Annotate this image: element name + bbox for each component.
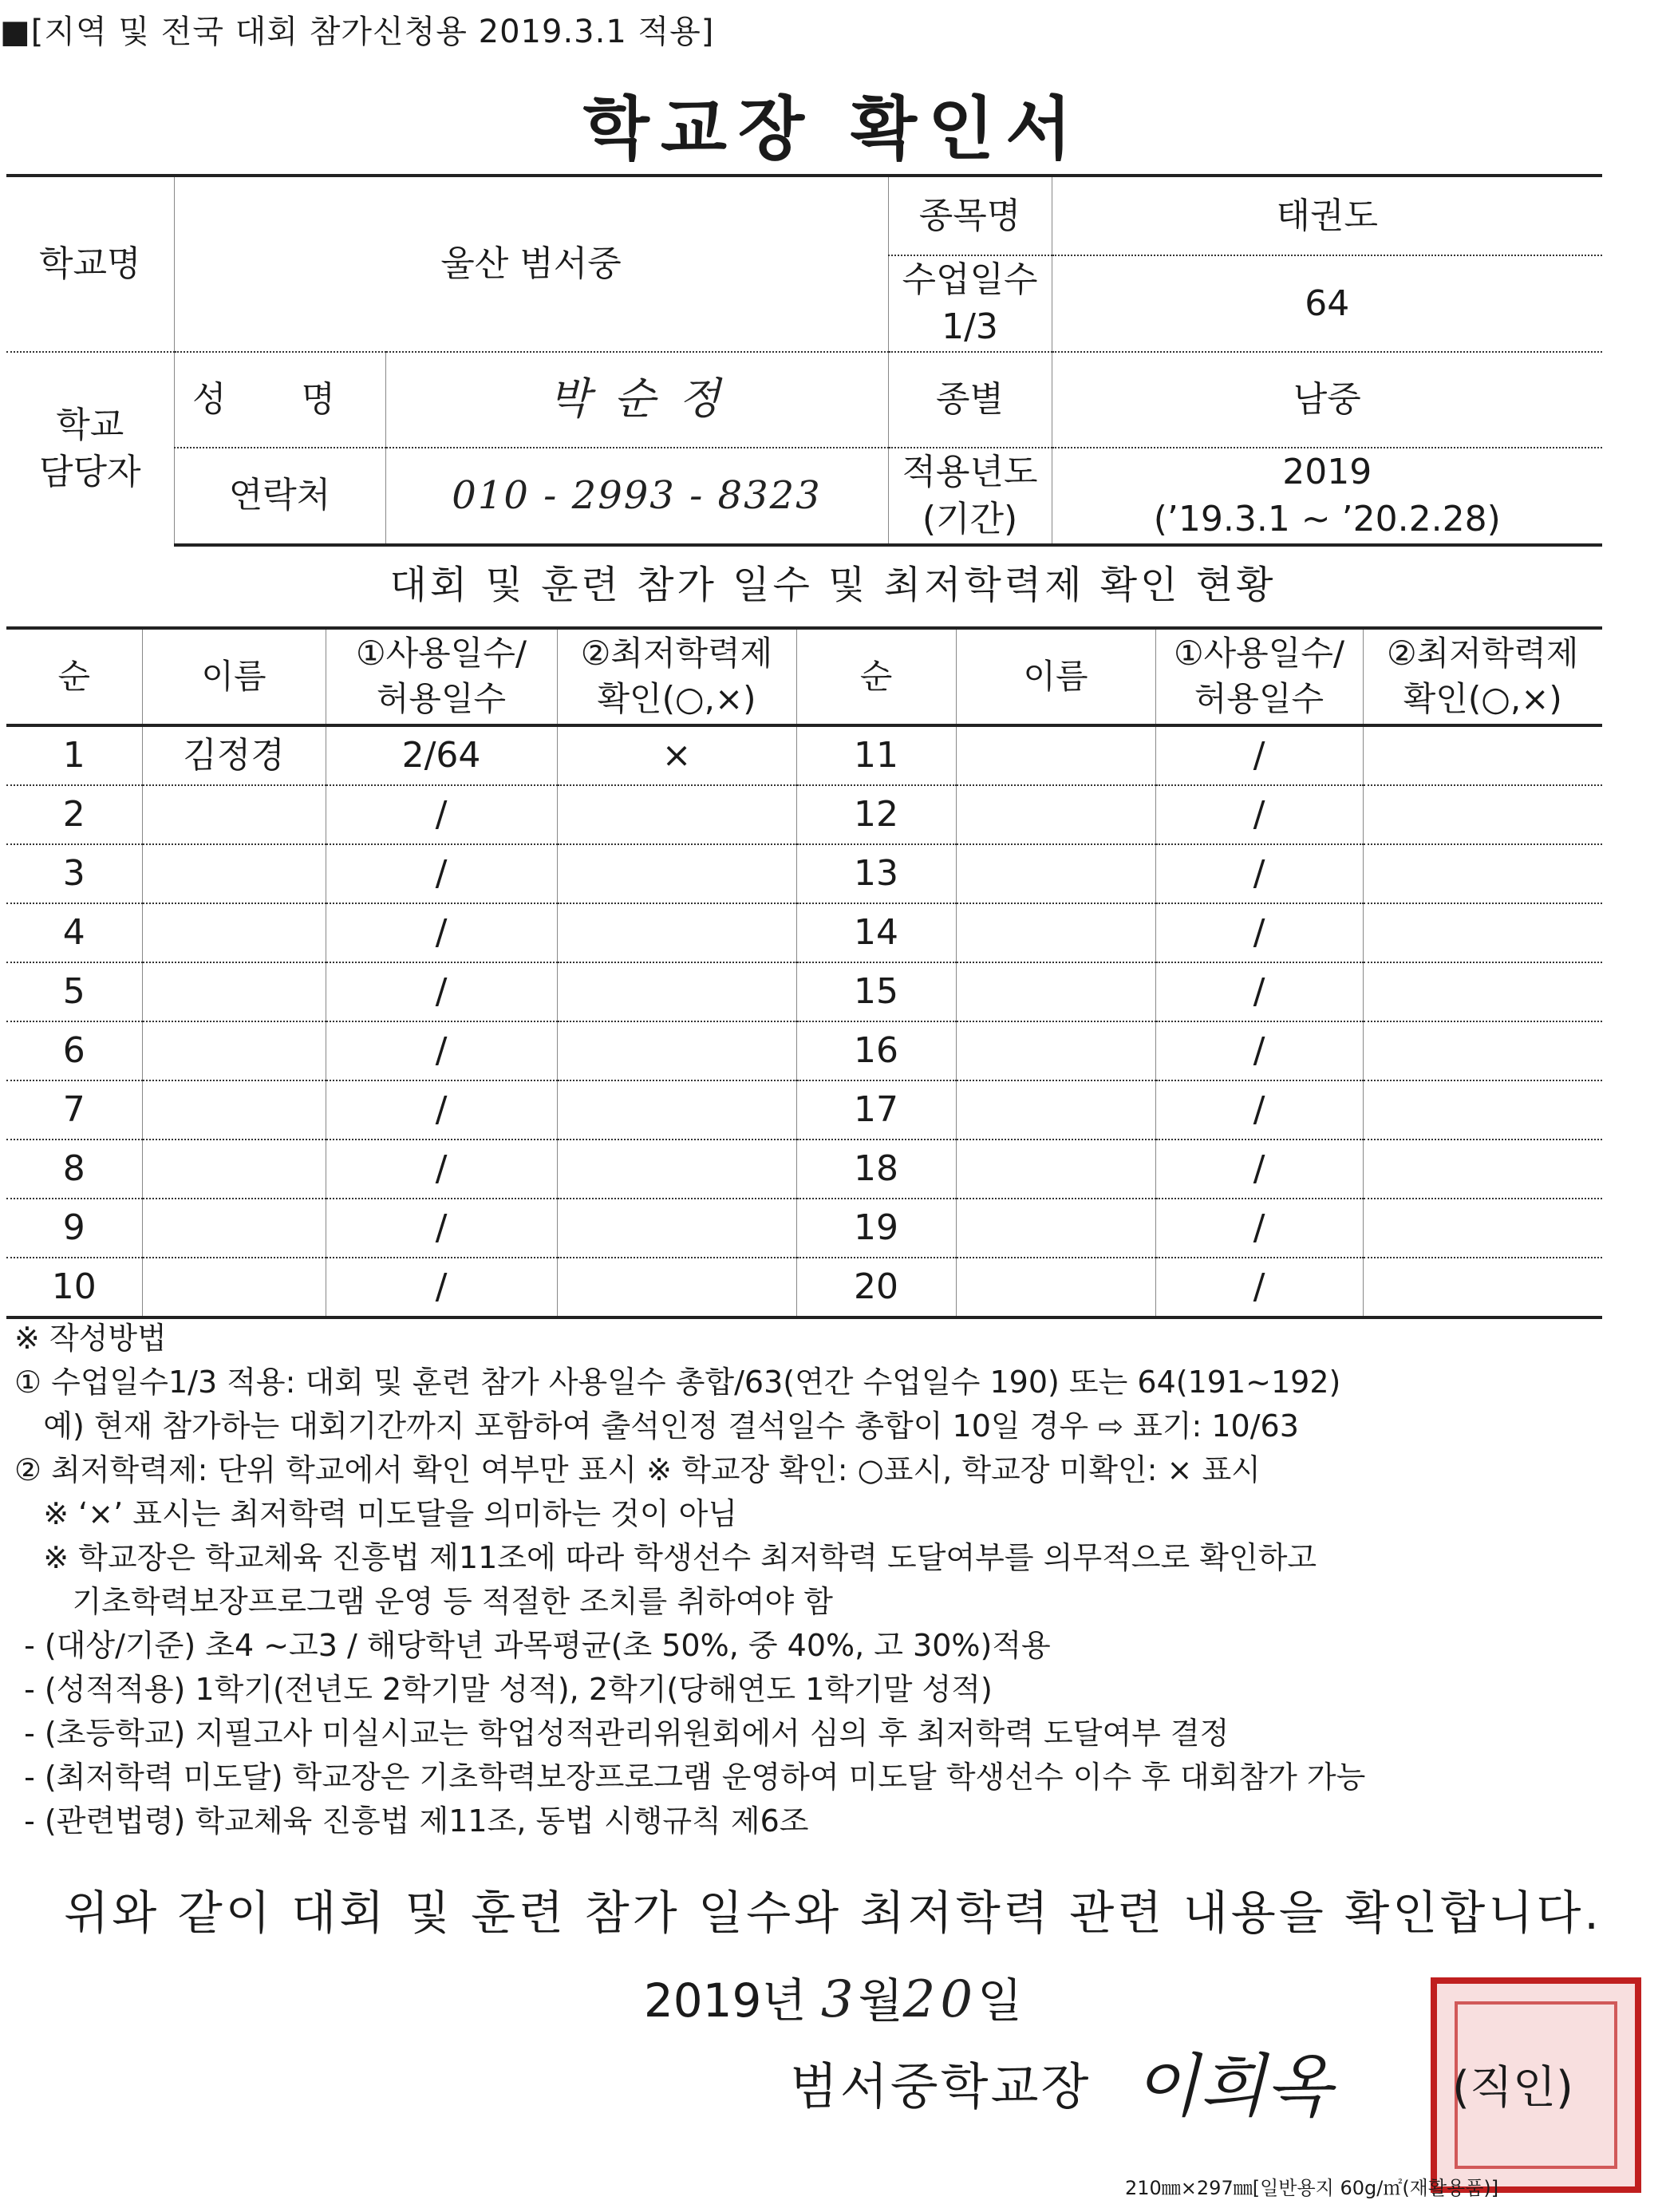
row-days-cell: /	[326, 1258, 557, 1317]
note-line: 기초학력보장프로그램 운영 등 적절한 조치를 취하여야 함	[14, 1584, 833, 1619]
date-month-unit: 월	[858, 1973, 903, 2028]
table-row	[6, 1021, 1602, 1080]
row-days-cell: /	[326, 962, 557, 1021]
year-value	[1052, 448, 1602, 545]
col-days-right	[1155, 628, 1363, 725]
info-table	[6, 174, 1602, 547]
row-no-cell: 10	[6, 1258, 142, 1317]
row-no-cell: 11	[796, 725, 956, 785]
note-line: - (성적적용) 1학기(전년도 2학기말 성적), 2학기(당해연도 1학기말 성적)	[14, 1672, 993, 1707]
contact-value: 010 - 2993 - 8323	[385, 448, 888, 545]
note-line: ※ 작성방법	[14, 1321, 167, 1356]
row-check-cell	[557, 1258, 796, 1317]
row-name-cell	[956, 785, 1155, 844]
row-name-cell	[956, 1080, 1155, 1140]
form-header-note: ■[지역 및 전국 대회 참가신청용 2019.3.1 적용]	[0, 14, 715, 50]
row-check-cell	[1363, 785, 1602, 844]
days-label-line2: 1/3	[942, 306, 998, 348]
col-name: 이름	[142, 628, 326, 725]
col-check	[557, 628, 796, 725]
row-no-cell: 4	[6, 903, 142, 962]
row-days-cell: 2/64	[326, 725, 557, 785]
category-value: 남중	[1052, 352, 1602, 448]
note-line: 예) 현재 참가하는 대회기간까지 포함하여 출석인정 결석일수 총합이 10일 경우 ⇨ 표기: 10/63	[14, 1408, 1299, 1444]
stamp-label: (직인)	[1452, 2062, 1573, 2114]
row-name-cell	[142, 1080, 326, 1140]
school-label: 학교명	[6, 176, 174, 352]
days-label	[888, 255, 1052, 352]
col-check-line2: 확인(○,×)	[597, 679, 756, 718]
row-check-cell	[1363, 1258, 1602, 1317]
note-line: ※ ‘×’ 표시는 최저학력 미도달을 의미하는 것이 아님	[14, 1496, 738, 1531]
row-no-cell: 18	[796, 1140, 956, 1199]
note-line: ※ 학교장은 학교체육 진흥법 제11조에 따라 학생선수 최저학력 도달여부를 의무적으로 확인하고	[14, 1540, 1317, 1575]
manager-label-line1: 학교	[56, 404, 124, 445]
col-check-right-line1: ②최저학력제	[1386, 634, 1579, 673]
days-label-line1: 수업일수	[902, 259, 1038, 300]
instructions-notes	[14, 1317, 1658, 1843]
row-name-cell	[956, 903, 1155, 962]
row-name-cell	[956, 1258, 1155, 1317]
row-name-cell	[142, 785, 326, 844]
manager-label	[6, 352, 174, 545]
col-no-right: 순	[796, 628, 956, 725]
row-check-cell	[1363, 1140, 1602, 1199]
row-check-cell	[557, 844, 796, 903]
table-row	[6, 844, 1602, 903]
row-no-cell: 13	[796, 844, 956, 903]
row-check-cell	[557, 1140, 796, 1199]
row-days-cell: /	[1155, 1199, 1363, 1258]
row-name-cell	[956, 962, 1155, 1021]
note-line: - (관련법령) 학교체육 진흥법 제11조, 동법 시행규칙 제6조	[14, 1803, 809, 1839]
col-check-right-line2: 확인(○,×)	[1403, 679, 1562, 718]
table-row	[6, 725, 1602, 785]
table-row	[6, 785, 1602, 844]
row-days-cell: /	[1155, 1021, 1363, 1080]
row-name-cell: 김정경	[142, 725, 326, 785]
table-header-row	[6, 628, 1602, 725]
col-no: 순	[6, 628, 142, 725]
row-days-cell: /	[326, 1140, 557, 1199]
page-title: 학교장 확인서	[582, 89, 1084, 169]
row-days-cell: /	[1155, 1080, 1363, 1140]
category-label: 종별	[888, 352, 1052, 448]
row-days-cell: /	[1155, 1140, 1363, 1199]
row-no-cell: 8	[6, 1140, 142, 1199]
row-no-cell: 7	[6, 1080, 142, 1140]
manager-label-line2: 담당자	[38, 452, 141, 493]
row-name-cell	[956, 1021, 1155, 1080]
note-line: - (대상/기준) 초4 ~고3 / 해당학년 과목평균(초 50%, 중 40%, 고 30%)적용	[14, 1628, 1051, 1663]
row-name-cell	[142, 903, 326, 962]
col-check-right	[1363, 628, 1602, 725]
date-month: 3	[820, 1970, 859, 2029]
col-check-line1: ②최저학력제	[580, 634, 773, 673]
date-year: 2019년	[643, 1973, 807, 2028]
row-name-cell	[142, 1140, 326, 1199]
col-name-right: 이름	[956, 628, 1155, 725]
row-name-cell	[142, 1021, 326, 1080]
col-days-line2: 허용일수	[376, 679, 507, 718]
row-days-cell: /	[326, 903, 557, 962]
col-days-right-line1: ①사용일수/	[1173, 634, 1345, 673]
row-check-cell	[1363, 725, 1602, 785]
principal-signature: 이희옥	[1133, 2047, 1332, 2127]
table-row	[6, 1258, 1602, 1317]
row-days-cell: /	[326, 1021, 557, 1080]
name-label: 성 명	[174, 352, 385, 448]
note-line: ① 수업일수1/3 적용: 대회 및 훈련 참가 사용일수 총합/63(연간 수업일수 190) 또는 64(191~192)	[14, 1365, 1341, 1400]
row-days-cell: /	[326, 785, 557, 844]
days-value: 64	[1052, 255, 1602, 352]
row-check-cell	[557, 903, 796, 962]
principal-label: 범서중학교장	[790, 2057, 1092, 2115]
confirmation-statement: 위와 같이 대회 및 훈련 참가 일수와 최저학력 관련 내용을 확인합니다.	[64, 1886, 1602, 1940]
row-check-cell	[557, 1021, 796, 1080]
row-name-cell	[142, 1199, 326, 1258]
row-days-cell: /	[326, 844, 557, 903]
row-check-cell	[557, 785, 796, 844]
row-check-cell	[557, 1080, 796, 1140]
sport-label: 종목명	[888, 176, 1052, 255]
date-day: 20	[902, 1970, 978, 2029]
col-days-line1: ①사용일수/	[355, 634, 527, 673]
row-check-cell	[1363, 1199, 1602, 1258]
row-days-cell: /	[326, 1080, 557, 1140]
col-days-right-line2: 허용일수	[1194, 679, 1325, 718]
paper-spec-footer: 210㎜×297㎜[일반용지 60g/㎡(재활용품)]	[1125, 2177, 1499, 2199]
row-name-cell	[956, 725, 1155, 785]
table-row	[6, 1080, 1602, 1140]
row-no-cell: 6	[6, 1021, 142, 1080]
row-name-cell	[142, 844, 326, 903]
row-check-cell: ×	[557, 725, 796, 785]
row-name-cell	[142, 1258, 326, 1317]
row-days-cell: /	[1155, 844, 1363, 903]
table-row	[6, 1199, 1602, 1258]
year-value-line2: (’19.3.1 ~ ’20.2.28)	[1153, 499, 1501, 540]
row-no-cell: 14	[796, 903, 956, 962]
row-no-cell: 2	[6, 785, 142, 844]
row-days-cell: /	[1155, 903, 1363, 962]
row-name-cell	[142, 962, 326, 1021]
signature-date	[0, 1963, 1666, 2030]
row-no-cell: 17	[796, 1080, 956, 1140]
row-no-cell: 19	[796, 1199, 956, 1258]
row-check-cell	[557, 1199, 796, 1258]
row-check-cell	[1363, 1080, 1602, 1140]
note-line: - (초등학교) 지필고사 미실시교는 학업성적관리위원회에서 심의 후 최저학력 도달여부 결정	[14, 1716, 1230, 1751]
row-no-cell: 5	[6, 962, 142, 1021]
school-value: 울산 범서중	[174, 176, 888, 352]
table-row	[6, 903, 1602, 962]
year-value-line1: 2019	[1282, 451, 1372, 492]
row-days-cell: /	[326, 1199, 557, 1258]
row-name-cell	[956, 1199, 1155, 1258]
row-check-cell	[557, 962, 796, 1021]
row-check-cell	[1363, 962, 1602, 1021]
row-check-cell	[1363, 903, 1602, 962]
col-days	[326, 628, 557, 725]
row-no-cell: 15	[796, 962, 956, 1021]
row-no-cell: 9	[6, 1199, 142, 1258]
row-days-cell: /	[1155, 962, 1363, 1021]
row-name-cell	[956, 1140, 1155, 1199]
row-no-cell: 1	[6, 725, 142, 785]
row-no-cell: 16	[796, 1021, 956, 1080]
row-no-cell: 3	[6, 844, 142, 903]
row-no-cell: 12	[796, 785, 956, 844]
participation-table	[6, 626, 1602, 1319]
row-days-cell: /	[1155, 725, 1363, 785]
name-value: 박 순 정	[385, 352, 888, 448]
date-day-unit: 일	[977, 1973, 1023, 2028]
year-label	[888, 448, 1052, 545]
row-days-cell: /	[1155, 1258, 1363, 1317]
row-name-cell	[956, 844, 1155, 903]
section-title: 대회 및 훈련 참가 일수 및 최저학력제 확인 현황	[389, 563, 1277, 607]
table-row	[6, 962, 1602, 1021]
note-line: ② 최저학력제: 단위 학교에서 확인 여부만 표시 ※ 학교장 확인: ○표시, 학교장 미확인: × 표시	[14, 1452, 1261, 1487]
row-no-cell: 20	[796, 1258, 956, 1317]
row-days-cell: /	[1155, 785, 1363, 844]
note-line: - (최저학력 미도달) 학교장은 기초학력보장프로그램 운영하여 미도달 학생선수 이수 후 대회참가 가능	[14, 1760, 1366, 1795]
year-label-line1: 적용년도	[902, 451, 1038, 492]
row-check-cell	[1363, 1021, 1602, 1080]
contact-label: 연락처	[174, 448, 385, 545]
table-row	[6, 1140, 1602, 1199]
year-label-line2: (기간)	[922, 499, 1018, 540]
row-check-cell	[1363, 844, 1602, 903]
sport-value: 태권도	[1052, 176, 1602, 255]
